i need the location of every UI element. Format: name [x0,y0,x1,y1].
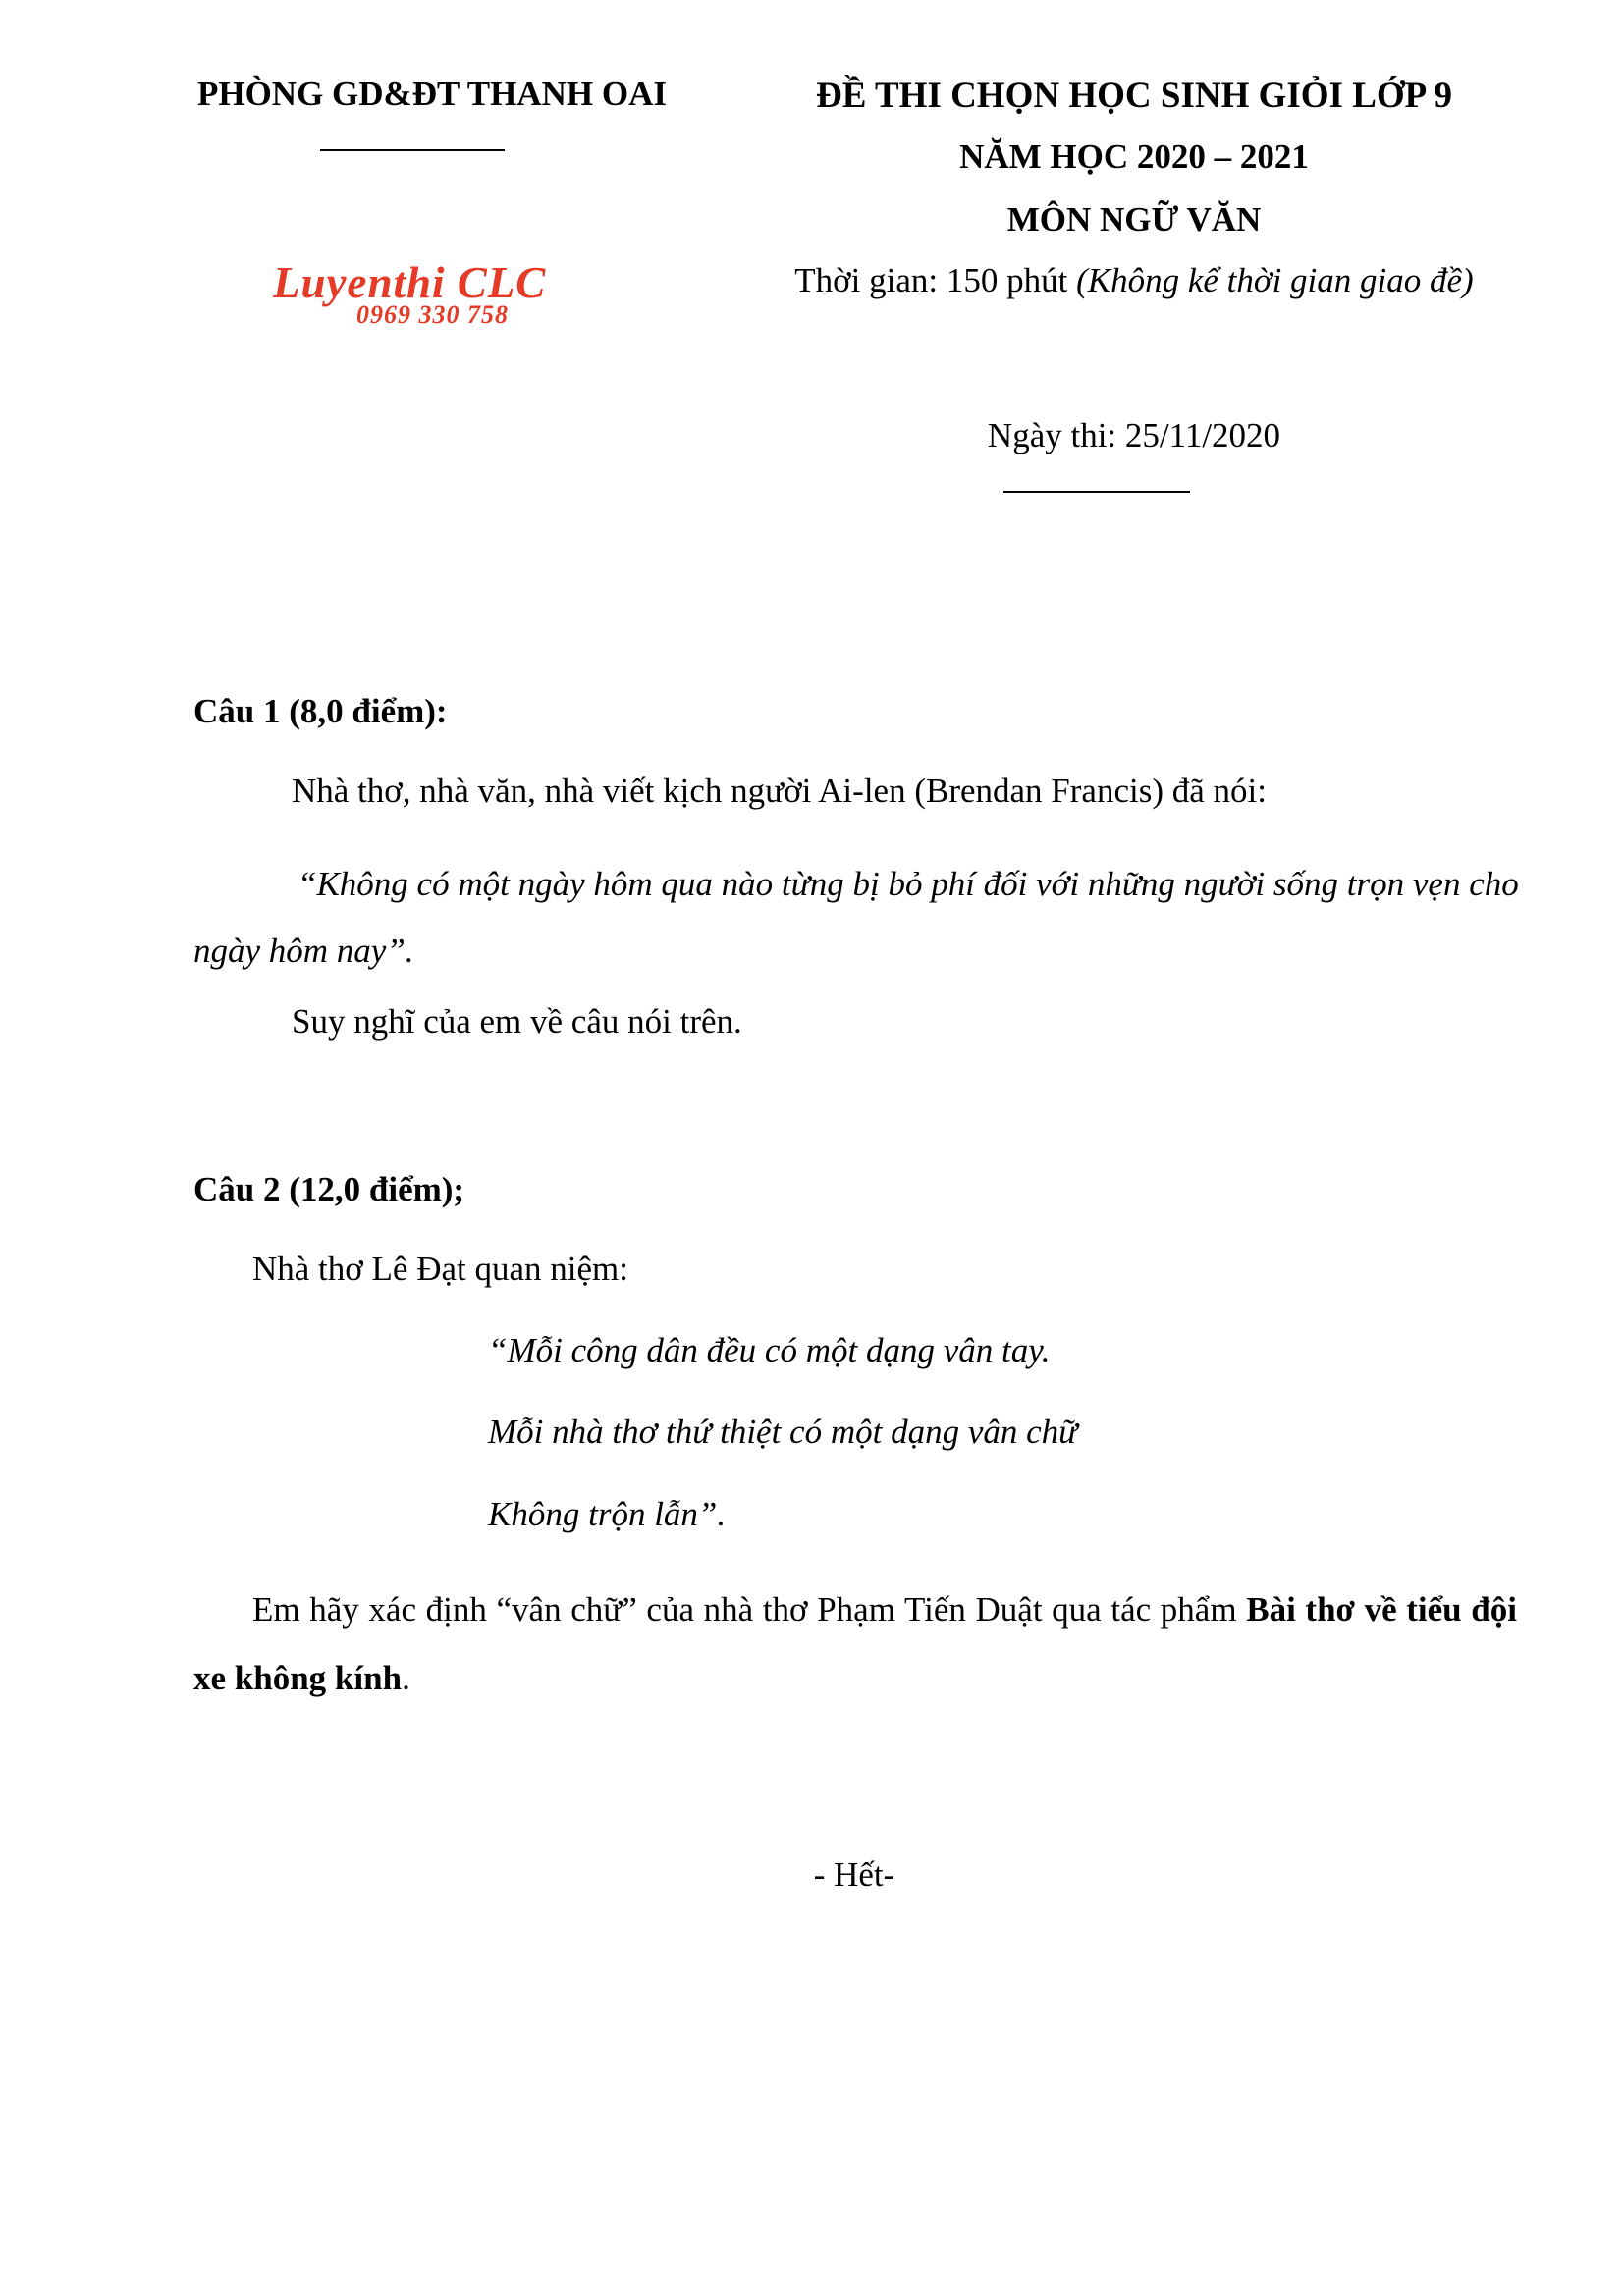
question-2-task-prefix: Em hãy xác định “vân chữ” của nhà thơ Phạm Tiến Duật qua tác phẩm [252,1590,1247,1629]
school-year: NĂM HỌC 2020 – 2021 [959,137,1309,176]
question-1-heading: Câu 1 (8,0 điểm): [193,692,448,730]
time-note: (Không kể thời gian giao đề) [1076,261,1474,299]
question-2-task [193,1575,1517,1713]
question-1-quote: “Không có một ngày hôm qua nào từng bị bỏ phí đối với những người sống trọn vẹn cho ngày hôm nay”. [193,865,1519,970]
question-2-task-suffix: . [402,1659,410,1697]
logo-phone: 0969 330 758 [356,300,509,329]
question-1-intro: Nhà thơ, nhà văn, nhà viết kịch người Ai-len (Brendan Francis) đã nói: [292,772,1267,810]
date-underline [1003,491,1190,493]
question-2-work-title: Bài thơ về tiểu đội xe không kính [193,1590,1517,1697]
subject-name: MÔN NGỮ VĂN [1006,200,1262,239]
question-2-heading: Câu 2 (12,0 điểm); [193,1170,465,1208]
exam-header [756,75,1512,300]
department-underline [320,149,505,151]
brand-logo [265,257,579,336]
time-allowance [756,261,1512,300]
time-label: Thời gian: 150 phút [794,261,1068,299]
logo-name: Luyenthi CLC [273,258,547,307]
exam-title: ĐỀ THI CHỌN HỌC SINH GIỎI LỚP 9 [816,76,1452,116]
question-2-intro: Nhà thơ Lê Đạt quan niệm: [252,1250,628,1288]
poem-line: Mỗi nhà thơ thứ thiệt có một dạng vân chữ [488,1413,1078,1451]
exam-date: Ngày thi: 25/11/2020 [987,416,1281,454]
end-mark: - Hết- [813,1855,895,1894]
poem-line: “Mỗi công dân đều có một dạng vân tay. [488,1331,1051,1369]
poem-line: Không trộn lẫn”. [488,1495,727,1533]
department-name: PHÒNG GD&ĐT THANH OAI [196,75,668,113]
question-1-task: Suy nghĩ của em về câu nói trên. [292,1002,742,1041]
